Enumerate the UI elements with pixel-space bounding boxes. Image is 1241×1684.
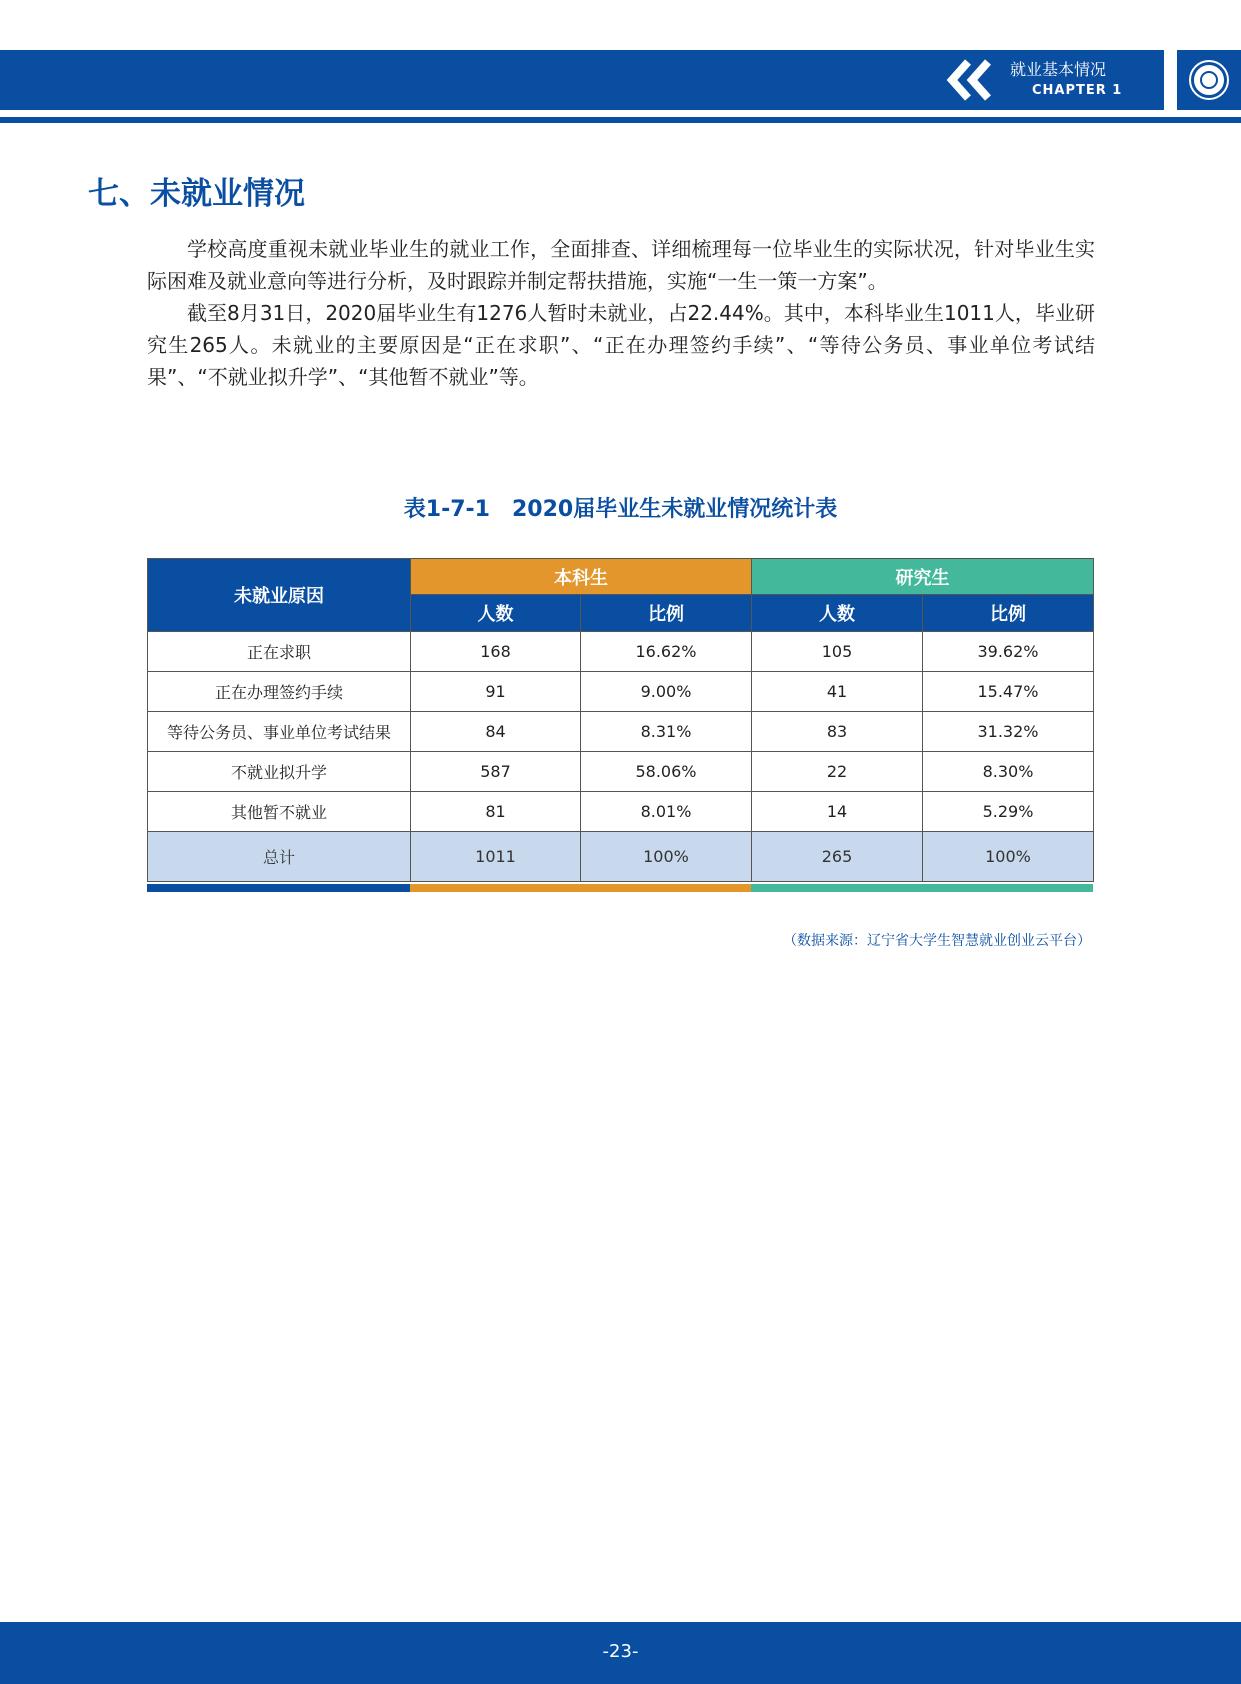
table-total-row bbox=[148, 832, 1094, 882]
cell-reason: 正在求职 bbox=[148, 632, 411, 672]
cell-ug-count: 587 bbox=[411, 752, 581, 792]
data-source-note: （数据来源：辽宁省大学生智慧就业创业云平台） bbox=[783, 933, 1091, 949]
table-row bbox=[148, 712, 1094, 752]
cell-total-gr-ratio: 100% bbox=[923, 832, 1094, 882]
cell-ug-ratio: 8.01% bbox=[581, 792, 752, 832]
footer-band bbox=[0, 1622, 1241, 1684]
bar-green bbox=[751, 884, 1093, 892]
page-number: -23- bbox=[602, 1641, 639, 1662]
cell-total-ug-count: 1011 bbox=[411, 832, 581, 882]
cell-reason: 等待公务员、事业单位考试结果 bbox=[148, 712, 411, 752]
chapter-label: CHAPTER 1 bbox=[1032, 83, 1123, 98]
header-ug-ratio: 比例 bbox=[581, 595, 752, 632]
cell-total-gr-count: 265 bbox=[752, 832, 923, 882]
cell-ug-ratio: 58.06% bbox=[581, 752, 752, 792]
bar-orange bbox=[410, 884, 751, 892]
cell-gr-ratio: 39.62% bbox=[923, 632, 1094, 672]
cell-gr-count: 14 bbox=[752, 792, 923, 832]
header-grad: 研究生 bbox=[752, 559, 1094, 595]
table-row bbox=[148, 632, 1094, 672]
section-title: 七、未就业情况 bbox=[88, 176, 305, 212]
table-row bbox=[148, 792, 1094, 832]
university-seal-icon bbox=[1191, 62, 1227, 98]
header-gr-ratio: 比例 bbox=[923, 595, 1094, 632]
cell-gr-ratio: 31.32% bbox=[923, 712, 1094, 752]
cell-reason: 不就业拟升学 bbox=[148, 752, 411, 792]
cell-gr-ratio: 5.29% bbox=[923, 792, 1094, 832]
cell-ug-ratio: 9.00% bbox=[581, 672, 752, 712]
header-logo-box bbox=[1177, 50, 1241, 110]
cell-gr-count: 41 bbox=[752, 672, 923, 712]
header-undergrad: 本科生 bbox=[411, 559, 752, 595]
double-chevron-left-icon bbox=[944, 56, 996, 104]
cell-total-ug-ratio: 100% bbox=[581, 832, 752, 882]
table-row bbox=[148, 752, 1094, 792]
cell-gr-count: 22 bbox=[752, 752, 923, 792]
header-reason: 未就业原因 bbox=[148, 559, 411, 632]
cell-ug-count: 168 bbox=[411, 632, 581, 672]
header-gr-count: 人数 bbox=[752, 595, 923, 632]
cell-gr-ratio: 8.30% bbox=[923, 752, 1094, 792]
cell-gr-count: 105 bbox=[752, 632, 923, 672]
paragraph-2: 截至8月31日，2020届毕业生有1276人暂时未就业，占22.44%。其中，本科毕业生1011人，毕业研究生265人。未就业的主要原因是“正在求职”、“正在办理签约手续”、“等待公务员、事业单位考试结果”、“不就业拟升学”、“其他暂不就业”等。 bbox=[147, 301, 1095, 389]
cell-ug-count: 84 bbox=[411, 712, 581, 752]
cell-ug-ratio: 16.62% bbox=[581, 632, 752, 672]
table-title: 表1-7-1 2020届毕业生未就业情况统计表 bbox=[403, 497, 838, 522]
cell-reason: 其他暂不就业 bbox=[148, 792, 411, 832]
bar-blue bbox=[147, 884, 410, 892]
cell-ug-count: 91 bbox=[411, 672, 581, 712]
cell-ug-ratio: 8.31% bbox=[581, 712, 752, 752]
paragraph-1: 学校高度重视未就业毕业生的就业工作，全面排查、详细梳理每一位毕业生的实际状况，针对毕业生实际困难及就业意向等进行分析，及时跟踪并制定帮扶措施，实施“一生一策一方案”。 bbox=[147, 237, 1095, 293]
cell-gr-ratio: 15.47% bbox=[923, 672, 1094, 712]
table-bottom-bars bbox=[147, 884, 1093, 892]
table-row bbox=[148, 672, 1094, 712]
chapter-title: 就业基本情况 bbox=[1010, 60, 1107, 79]
cell-total-label: 总计 bbox=[148, 832, 411, 882]
header-divider bbox=[0, 117, 1241, 123]
header-ug-count: 人数 bbox=[411, 595, 581, 632]
seal-inner-ring bbox=[1200, 71, 1218, 89]
cell-ug-count: 81 bbox=[411, 792, 581, 832]
cell-reason: 正在办理签约手续 bbox=[148, 672, 411, 712]
unemployment-stats-table bbox=[147, 558, 1094, 882]
cell-gr-count: 83 bbox=[752, 712, 923, 752]
